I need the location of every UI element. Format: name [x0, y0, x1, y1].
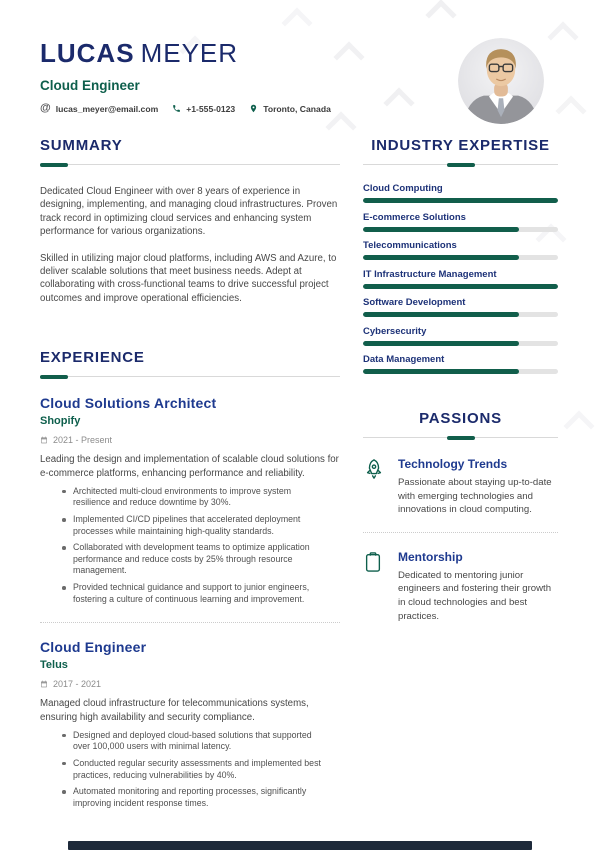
contact-location-text: Toronto, Canada — [263, 103, 331, 114]
pattern-chevron — [547, 21, 578, 52]
right-column — [363, 137, 558, 623]
job-bullet: Conducted regular security assessments and implemented best practices, reducing vulnerabilities by 40%. — [60, 758, 328, 781]
job-bullet: Designed and deployed cloud-based solutions that supported over 100,000 users with minimal latency. — [60, 730, 328, 753]
passion-title: Mentorship — [398, 549, 463, 564]
job-title: Cloud Engineer — [40, 639, 147, 656]
job-bullet: Automated monitoring and reporting processes, significantly improving incident response times. — [60, 786, 328, 809]
skill-bar-fill — [363, 255, 519, 260]
skill-label: Cybersecurity — [363, 325, 427, 337]
skill-bar — [363, 284, 558, 289]
skill-bar-fill — [363, 198, 558, 203]
header — [40, 38, 440, 114]
summary-paragraph-1: Dedicated Cloud Engineer with over 8 years of experience in designing, implementing, and managing cloud infrastructures. Proven track record in optimizing cloud services and enhancing system performance for various organizations. — [40, 186, 338, 238]
job-description: Managed cloud infrastructure for telecommunications systems, ensuring high availability and security compliance. — [40, 698, 309, 723]
skill-label: IT Infrastructure Management — [363, 268, 497, 280]
location-pin-icon — [249, 103, 258, 114]
job-dates — [40, 435, 340, 445]
contact-phone-text: +1-555-0123 — [186, 103, 236, 114]
skill-row — [363, 297, 558, 317]
skill-label: Telecommunications — [363, 240, 457, 251]
summary-heading: SUMMARY — [40, 137, 123, 154]
skill-row — [363, 354, 558, 374]
at-icon: @ — [40, 102, 51, 114]
job-bullet: Architected multi-cloud environments to improve system resilience and reduce downtime by 30%. — [60, 486, 328, 509]
job-bullet: Provided technical guidance and support to junior engineers, fostering a culture of continuous learning and improvement. — [60, 582, 328, 605]
skill-bar-fill — [363, 227, 519, 232]
job-divider — [40, 622, 340, 623]
job-company: Telus — [40, 659, 68, 672]
profile-photo — [458, 38, 544, 124]
skill-label: Cloud Computing — [363, 183, 443, 194]
clipboard-icon — [363, 550, 385, 623]
job-bullets — [40, 730, 340, 810]
skill-bar-fill — [363, 312, 519, 317]
passion-title: Technology Trends — [398, 457, 508, 471]
section-rule — [363, 163, 558, 167]
skill-bar-fill — [363, 341, 519, 346]
section-rule — [40, 163, 340, 167]
job-dates-text: 2017 - 2021 — [53, 679, 102, 690]
skill-bar — [363, 341, 558, 346]
contact-phone — [172, 104, 235, 114]
passion-body — [398, 550, 553, 623]
skill-row — [363, 326, 558, 346]
experience-heading: EXPERIENCE — [40, 349, 145, 367]
skill-row — [363, 212, 558, 232]
summary-paragraph-2: Skilled in utilizing major cloud platforms, including AWS and Azure, to deliver scalable solutions that meet business needs. Adept at collaborating with cross-functional teams to drive successful project outcomes and improve operational efficiencies. — [40, 252, 337, 304]
skill-label: Data Management — [363, 354, 445, 365]
calendar-icon — [40, 436, 48, 444]
job-bullets — [40, 486, 340, 605]
skill-label: E-commerce Solutions — [363, 211, 466, 223]
first-name: LUCAS — [40, 38, 135, 68]
section-rule — [363, 436, 558, 440]
contact-location — [249, 103, 331, 114]
passion-text: Dedicated to mentoring junior engineers and fostering their growth in cloud technologies and best practices. — [398, 569, 552, 622]
contact-email — [40, 103, 158, 114]
job-dates — [40, 679, 340, 689]
passions-heading: PASSIONS — [419, 410, 502, 427]
job-entry — [40, 395, 340, 605]
calendar-icon — [40, 680, 48, 688]
skill-row — [363, 240, 558, 260]
skill-bar-fill — [363, 284, 558, 289]
next-page-edge-bar — [68, 841, 532, 850]
skill-label: Software Development — [363, 297, 466, 308]
passion-body — [398, 457, 553, 517]
job-entry — [40, 639, 340, 809]
full-name — [40, 38, 440, 69]
job-company: Shopify — [40, 415, 81, 428]
rocket-icon — [363, 457, 385, 517]
left-column — [40, 137, 340, 814]
section-rule — [40, 375, 340, 379]
job-dates-text: 2021 - Present — [53, 435, 113, 446]
phone-icon — [172, 104, 181, 113]
pattern-chevron — [425, 0, 456, 31]
skill-bar — [363, 312, 558, 317]
last-name: MEYER — [140, 38, 239, 68]
job-description: Leading the design and implementation of scalable cloud solutions for e-commerce platforms, enhancing performance and reliability. — [40, 454, 339, 480]
contact-row — [40, 103, 440, 114]
passion-item — [363, 457, 558, 517]
skill-bar — [363, 255, 558, 260]
skill-bar-fill — [363, 369, 519, 374]
passion-item — [363, 550, 558, 623]
passion-text: Passionate about staying up-to-date with emerging technologies and innovations in cloud computing. — [398, 477, 552, 516]
skill-bar — [363, 198, 558, 203]
header-job-title: Cloud Engineer — [40, 78, 140, 93]
pattern-chevron — [281, 7, 312, 38]
skill-row — [363, 269, 558, 289]
pattern-chevron — [563, 410, 594, 441]
skill-bar — [363, 227, 558, 232]
skill-row — [363, 183, 558, 203]
pattern-chevron — [555, 95, 586, 126]
contact-email-text: lucas_meyer@email.com — [55, 103, 159, 114]
avatar — [458, 38, 544, 124]
skills-list — [363, 183, 558, 374]
industry-expertise-heading: INDUSTRY EXPERTISE — [371, 137, 550, 154]
skill-bar — [363, 369, 558, 374]
job-title: Cloud Solutions Architect — [40, 395, 217, 412]
passion-divider — [363, 532, 558, 533]
job-bullet: Collaborated with development teams to optimize application performance and reduce costs by 25% through resource management. — [60, 542, 328, 577]
job-bullet: Implemented CI/CD pipelines that accelerated deployment processes while maintaining high-quality standards. — [60, 514, 328, 537]
